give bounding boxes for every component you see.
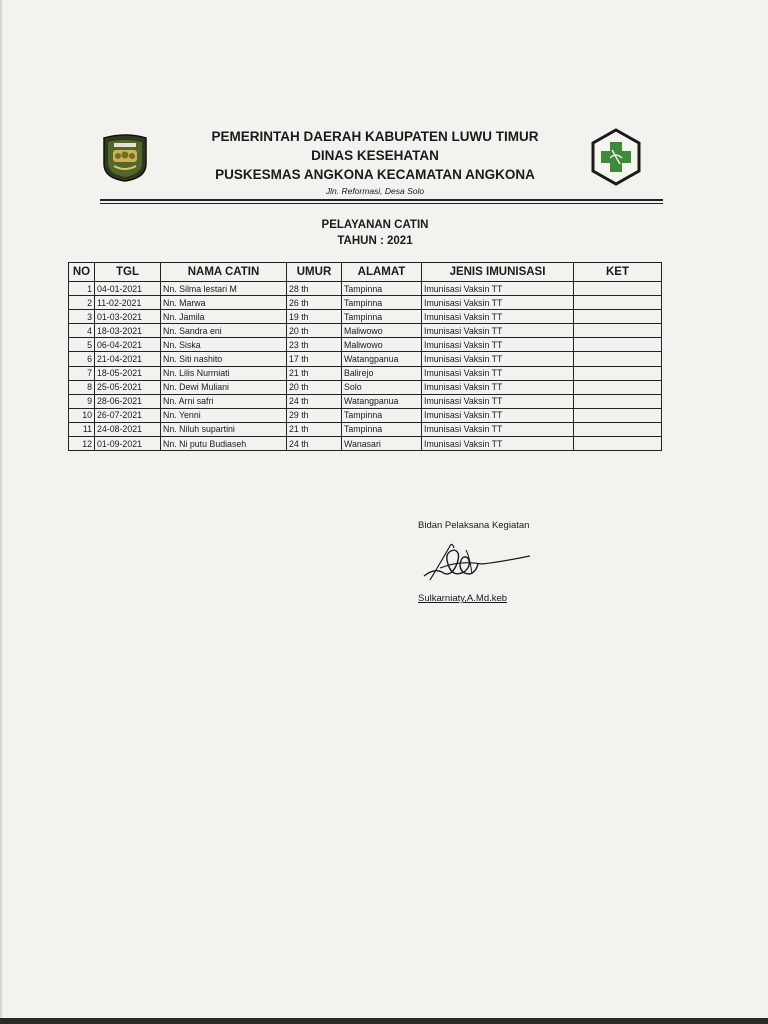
table-row xyxy=(69,380,662,394)
cell-ket xyxy=(574,338,662,352)
cell-ket xyxy=(574,437,662,451)
cell-jenis: Imunisasi Vaksin TT xyxy=(422,310,574,324)
cell-nama: Nn. Sandra eni xyxy=(161,324,287,338)
table-row xyxy=(69,437,662,451)
cell-tgl: 21-04-2021 xyxy=(95,352,161,366)
cell-nama: Nn. Dewi Muliani xyxy=(161,380,287,394)
column-header-umur: UMUR xyxy=(287,263,342,282)
cell-alamat: Balirejo xyxy=(342,366,422,380)
cell-tgl: 01-03-2021 xyxy=(95,310,161,324)
cell-jenis: Imunisasi Vaksin TT xyxy=(422,324,574,338)
cell-jenis: Imunisasi Vaksin TT xyxy=(422,408,574,422)
cell-jenis: Imunisasi Vaksin TT xyxy=(422,394,574,408)
cell-alamat: Maliwowo xyxy=(342,338,422,352)
cell-tgl: 24-08-2021 xyxy=(95,422,161,436)
letterhead-thin-rule xyxy=(100,203,663,204)
cell-umur: 24 th xyxy=(287,437,342,451)
cell-tgl: 26-07-2021 xyxy=(95,408,161,422)
column-header-nama-catin: NAMA CATIN xyxy=(161,263,287,282)
cell-umur: 19 th xyxy=(287,310,342,324)
cell-ket xyxy=(574,310,662,324)
table-row xyxy=(69,338,662,352)
letterhead-clinic: PUSKESMAS ANGKONA KECAMATAN ANGKONA xyxy=(215,167,535,182)
cell-umur: 21 th xyxy=(287,366,342,380)
column-header-jenis-imunisasi: JENIS IMUNISASI xyxy=(422,263,574,282)
cell-nama: Nn. Niluh supartini xyxy=(161,422,287,436)
signature-block xyxy=(418,519,588,605)
table-body xyxy=(69,282,662,451)
table-row xyxy=(69,366,662,380)
document-title xyxy=(260,217,490,249)
column-header-tgl: TGL xyxy=(95,263,161,282)
cell-no: 3 xyxy=(69,310,95,324)
cell-umur: 21 th xyxy=(287,422,342,436)
cell-tgl: 01-09-2021 xyxy=(95,437,161,451)
cell-jenis: Imunisasi Vaksin TT xyxy=(422,352,574,366)
cell-no: 7 xyxy=(69,366,95,380)
letterhead-thick-rule xyxy=(100,199,663,201)
cell-no: 5 xyxy=(69,338,95,352)
table-row xyxy=(69,282,662,296)
cell-alamat: Tampinna xyxy=(342,310,422,324)
cell-ket xyxy=(574,282,662,296)
cell-umur: 20 th xyxy=(287,324,342,338)
signature-role: Bidan Pelaksana Kegiatan xyxy=(418,520,530,531)
cell-jenis: Imunisasi Vaksin TT xyxy=(422,437,574,451)
cell-tgl: 18-03-2021 xyxy=(95,324,161,338)
cell-alamat: Watangpanua xyxy=(342,394,422,408)
table-row xyxy=(69,310,662,324)
page-left-edge xyxy=(0,0,2,1024)
cell-alamat: Maliwowo xyxy=(342,324,422,338)
cell-nama: Nn. Arni safri xyxy=(161,394,287,408)
scan-bottom-edge xyxy=(0,1018,768,1024)
letterhead-department: DINAS KESEHATAN xyxy=(311,148,439,163)
column-header-no: NO xyxy=(69,263,95,282)
cell-no: 9 xyxy=(69,394,95,408)
cell-jenis: Imunisasi Vaksin TT xyxy=(422,282,574,296)
table-header-row xyxy=(69,263,662,282)
cell-tgl: 06-04-2021 xyxy=(95,338,161,352)
regency-emblem-logo xyxy=(100,134,150,182)
cell-umur: 23 th xyxy=(287,338,342,352)
column-header-ket: KET xyxy=(574,263,662,282)
table-row xyxy=(69,296,662,310)
cell-alamat: Watangpanua xyxy=(342,352,422,366)
cell-jenis: Imunisasi Vaksin TT xyxy=(422,366,574,380)
cell-nama: Nn. Siti nashito xyxy=(161,352,287,366)
cell-alamat: Tampinna xyxy=(342,282,422,296)
cell-nama: Nn. Silma lestari M xyxy=(161,282,287,296)
cell-alamat: Solo xyxy=(342,380,422,394)
cell-ket xyxy=(574,366,662,380)
cell-no: 1 xyxy=(69,282,95,296)
cell-tgl: 11-02-2021 xyxy=(95,296,161,310)
cell-tgl: 25-05-2021 xyxy=(95,380,161,394)
column-header-alamat: ALAMAT xyxy=(342,263,422,282)
cell-no: 6 xyxy=(69,352,95,366)
cell-jenis: Imunisasi Vaksin TT xyxy=(422,338,574,352)
puskesmas-emblem-logo xyxy=(590,128,642,186)
cell-jenis: Imunisasi Vaksin TT xyxy=(422,296,574,310)
cell-ket xyxy=(574,324,662,338)
cell-ket xyxy=(574,408,662,422)
cell-nama: Nn. Lilis Nurmiati xyxy=(161,366,287,380)
cell-jenis: Imunisasi Vaksin TT xyxy=(422,380,574,394)
cell-umur: 24 th xyxy=(287,394,342,408)
cell-ket xyxy=(574,380,662,394)
cell-nama: Nn. Yenni xyxy=(161,408,287,422)
cell-nama: Nn. Siska xyxy=(161,338,287,352)
table-row xyxy=(69,324,662,338)
table-row xyxy=(69,408,662,422)
cell-ket xyxy=(574,296,662,310)
table-row xyxy=(69,422,662,436)
cell-tgl: 28-06-2021 xyxy=(95,394,161,408)
cell-umur: 28 th xyxy=(287,282,342,296)
cell-nama: Nn. Ni putu Budiaseh xyxy=(161,437,287,451)
cell-no: 11 xyxy=(69,422,95,436)
cell-no: 4 xyxy=(69,324,95,338)
cell-umur: 29 th xyxy=(287,408,342,422)
cell-ket xyxy=(574,352,662,366)
cell-tgl: 18-05-2021 xyxy=(95,366,161,380)
cell-alamat: Tampinna xyxy=(342,408,422,422)
cell-alamat: Wanasari xyxy=(342,437,422,451)
cell-umur: 26 th xyxy=(287,296,342,310)
cell-no: 12 xyxy=(69,437,95,451)
immunization-table xyxy=(68,262,662,451)
letterhead-government: PEMERINTAH DAERAH KABUPATEN LUWU TIMUR xyxy=(211,129,539,144)
letterhead-address: Jln. Reformasi, Desa Solo xyxy=(325,186,425,196)
title-line-2: TAHUN : 2021 xyxy=(337,235,413,247)
table-row xyxy=(69,352,662,366)
cell-alamat: Tampinna xyxy=(342,296,422,310)
cell-ket xyxy=(574,394,662,408)
cell-alamat: Tampinna xyxy=(342,422,422,436)
handwritten-signature xyxy=(420,538,550,584)
title-line-1: PELAYANAN CATIN xyxy=(321,219,429,231)
cell-jenis: Imunisasi Vaksin TT xyxy=(422,422,574,436)
letterhead xyxy=(180,127,570,197)
cell-no: 8 xyxy=(69,380,95,394)
cell-umur: 20 th xyxy=(287,380,342,394)
signature-name: Sulkarniaty,A.Md.keb xyxy=(418,593,508,604)
cell-nama: Nn. Marwa xyxy=(161,296,287,310)
cell-no: 2 xyxy=(69,296,95,310)
cell-umur: 17 th xyxy=(287,352,342,366)
cell-no: 10 xyxy=(69,408,95,422)
cell-tgl: 04-01-2021 xyxy=(95,282,161,296)
cell-ket xyxy=(574,422,662,436)
table-row xyxy=(69,394,662,408)
cell-nama: Nn. Jamila xyxy=(161,310,287,324)
